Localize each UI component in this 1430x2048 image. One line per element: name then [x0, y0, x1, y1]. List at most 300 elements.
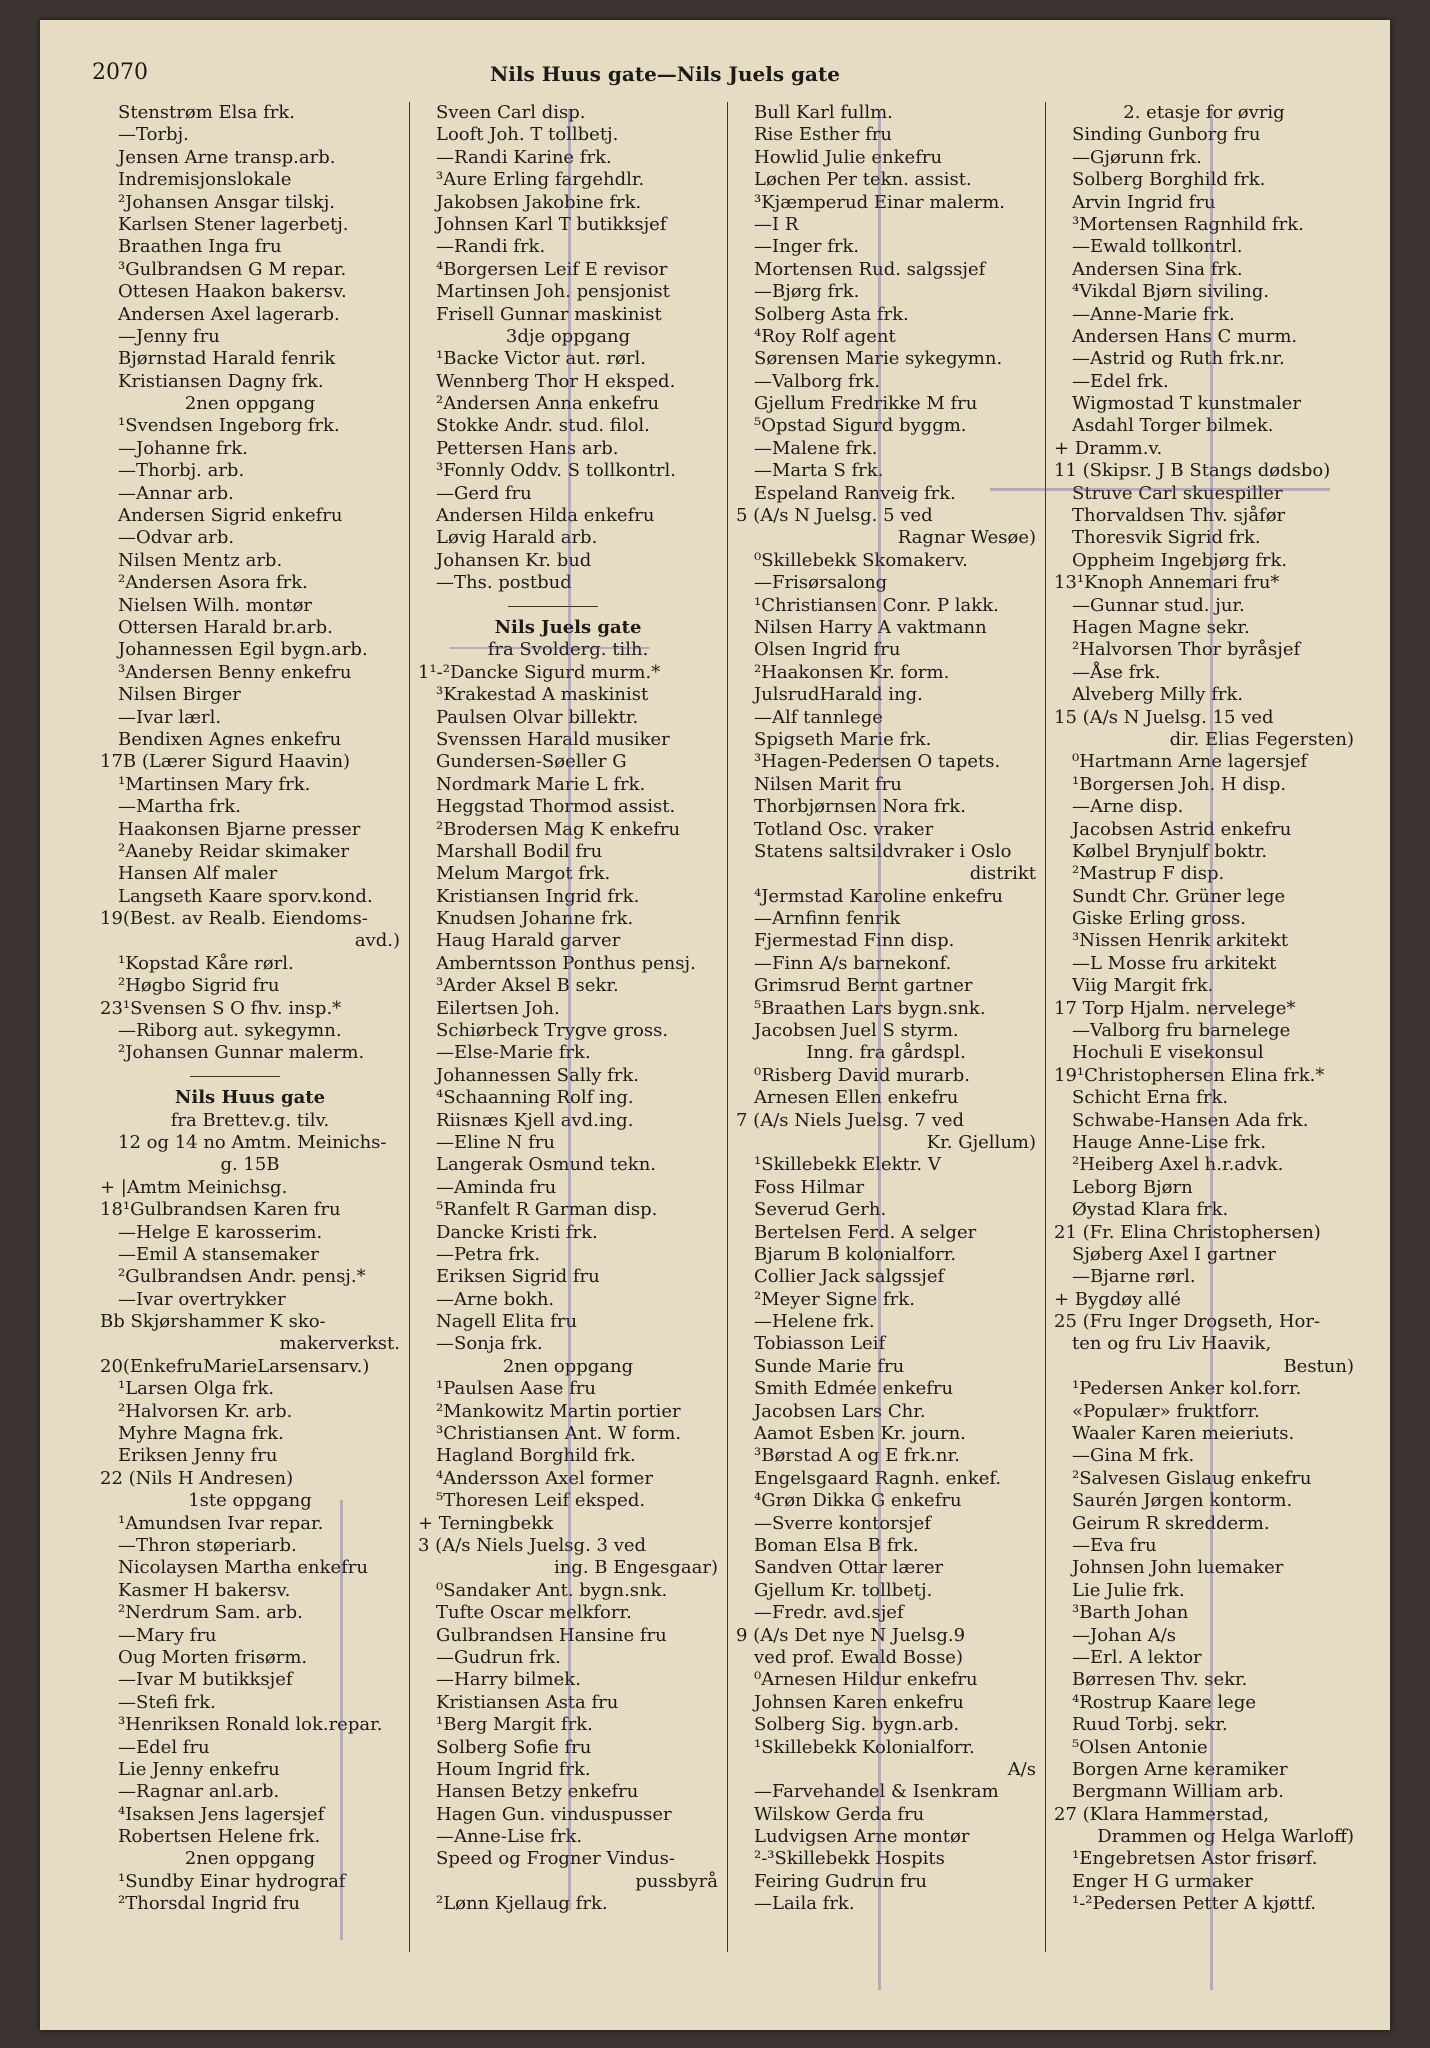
directory-entry: ³Nissen Henrik arkitekt — [1072, 930, 1289, 952]
directory-entry: Andersen Axel lagerarb. — [118, 303, 340, 325]
directory-entry: Viig Margit frk. — [1072, 975, 1214, 997]
house-number-entry: 7 (A/s Niels Juelsg. 7 ved — [736, 1109, 965, 1131]
directory-entry: ³Kjæmperud Einar malerm. — [754, 191, 1005, 213]
directory-entry: Lie Jenny enkefru — [118, 1758, 280, 1780]
directory-entry: —Ths. postbud — [436, 572, 572, 594]
directory-entry: Karlsen Stener lagerbetj. — [118, 213, 349, 235]
directory-entry: —Arnfinn fenrik — [754, 908, 901, 930]
directory-entry: ¹Larsen Olga frk. — [118, 1378, 275, 1400]
directory-entry: Nordmark Marie L frk. — [436, 773, 646, 795]
directory-entry: Mortensen Rud. salgssjef — [754, 258, 986, 280]
directory-entry: —Marta S frk. — [754, 460, 884, 482]
directory-entry: ³Gulbrandsen G M repar. — [118, 258, 347, 280]
directory-entry: ¹Amundsen Ivar repar. — [118, 1512, 324, 1534]
directory-entry: Leborg Bjørn — [1072, 1176, 1193, 1198]
directory-entry: Langerak Osmund tekn. — [436, 1154, 657, 1176]
directory-entry: ⁵Opstad Sigurd byggm. — [754, 415, 967, 437]
directory-entry: Løchen Per tekn. assist. — [754, 169, 972, 191]
directory-entry: Thoresvik Sigrid frk. — [1072, 527, 1261, 549]
directory-entry: Collier Jack salgssjef — [754, 1266, 945, 1288]
directory-entry: ⁴Schaanning Rolf ing. — [436, 1087, 634, 1109]
directory-entry: Totland Osc. vraker — [754, 818, 934, 840]
directory-entry: Nilsen Mentz arb. — [118, 549, 283, 571]
directory-entry: Oppheim Ingebjørg frk. — [1072, 549, 1288, 571]
directory-entry: Bendixen Agnes enkefru — [118, 728, 342, 750]
directory-entry: ⁴Jermstad Karoline enkefru — [754, 885, 1003, 907]
directory-entry: ²Brodersen Mag K enkefru — [436, 818, 681, 840]
directory-entry: ²Aaneby Reidar skimaker — [118, 840, 350, 862]
directory-entry: Severud Gerh. — [754, 1199, 887, 1221]
directory-entry: —Randi Karine frk. — [436, 146, 612, 168]
directory-entry: Kasmer H bakersv. — [118, 1579, 291, 1601]
directory-entry: ⁵Ranfelt R Garman disp. — [436, 1199, 658, 1221]
directory-entry: —Helene frk. — [754, 1311, 875, 1333]
directory-entry: ²Johansen Gunnar malerm. — [118, 1042, 365, 1064]
directory-entry: Indremisjonslokale — [118, 169, 292, 191]
directory-entry: Langseth Kaare sporv.kond. — [118, 885, 373, 907]
directory-entry: Svenssen Harald musiker — [436, 728, 670, 750]
house-number-entry: 27 (Klara Hammerstad, — [1054, 1803, 1269, 1825]
directory-entry: Jacobsen Lars Chr. — [754, 1400, 926, 1422]
directory-entry: Solberg Sig. bygn.arb. — [754, 1714, 960, 1736]
directory-entry: Hagland Borghild frk. — [436, 1445, 636, 1467]
directory-entry: —Thorbj. arb. — [118, 460, 245, 482]
directory-entry: ²Mastrup F disp. — [1072, 863, 1225, 885]
directory-entry: —Bjørg frk. — [754, 281, 860, 303]
directory-entry: ⁰Arnesen Hildur enkefru — [754, 1669, 978, 1691]
directory-entry: —Gina M frk. — [1072, 1445, 1195, 1467]
directory-entry: —Annar arb. — [118, 482, 234, 504]
house-number-entry: + |Amtm Meinichsg. — [100, 1176, 288, 1198]
house-number-entry: 23¹Svensen S O fhv. insp.* — [100, 997, 342, 1019]
directory-entry: ⁰Hartmann Arne lagersjef — [1072, 751, 1308, 773]
directory-entry: Johannessen Egil bygn.arb. — [118, 639, 368, 661]
entry-continuation: distrikt — [969, 863, 1036, 885]
directory-entry: —Finn A/s barnekonf. — [754, 952, 952, 974]
directory-entry: Hagen Magne sekr. — [1072, 616, 1250, 638]
directory-entry: ³Krakestad A maskinist — [436, 684, 649, 706]
directory-entry: ¹Martinsen Mary frk. — [118, 773, 311, 795]
directory-entry: Borgen Arne keramiker — [1072, 1758, 1288, 1780]
directory-entry: Wilskow Gerda fru — [754, 1803, 925, 1825]
directory-entry: —Ivar overtrykker — [118, 1288, 286, 1310]
directory-entry: Frisell Gunnar maskinist — [436, 303, 662, 325]
section-label: g. 15B — [220, 1154, 280, 1176]
directory-entry: Spigseth Marie frk. — [754, 728, 932, 750]
directory-entry: Knudsen Johanne frk. — [436, 908, 634, 930]
house-number-entry: 21 (Fr. Elina Christophersen) — [1054, 1221, 1321, 1243]
house-number-entry: 5 (A/s N Juelsg. 5 ved — [736, 505, 933, 527]
directory-entry: —Anne-Marie frk. — [1072, 303, 1235, 325]
directory-entry: Kølbel Brynjulf boktr. — [1072, 840, 1268, 862]
house-number-entry: + Terningbekk — [418, 1512, 554, 1534]
directory-entry: —Riborg aut. sykegymn. — [118, 1020, 342, 1042]
directory-entry: Riisnæs Kjell avd.ing. — [436, 1109, 634, 1131]
directory-entry: —I R — [754, 213, 799, 235]
directory-entry: Espeland Ranveig frk. — [754, 482, 956, 504]
directory-entry: —Helge E karosserim. — [118, 1221, 323, 1243]
directory-entry: Eriksen Sigrid fru — [436, 1266, 600, 1288]
column-divider — [727, 102, 728, 1952]
directory-entry: Paulsen Olvar billektr. — [436, 706, 639, 728]
directory-entry: Braathen Inga fru — [118, 236, 282, 258]
directory-entry: Wennberg Thor H eksped. — [436, 370, 676, 392]
entry-continuation: makerverkst. — [279, 1333, 400, 1355]
directory-entry: Speed og Frogner Vindus- — [436, 1848, 675, 1870]
directory-entry: Nielsen Wilh. montør — [118, 594, 313, 616]
directory-entry: ²Andersen Anna enkefru — [436, 393, 660, 415]
directory-entry: Robertsen Helene frk. — [118, 1826, 321, 1848]
directory-entry: Saurén Jørgen kontorm. — [1072, 1490, 1293, 1512]
directory-entry: ⁵Thoresen Leif eksped. — [436, 1490, 646, 1512]
directory-entry: —Arne disp. — [1072, 796, 1184, 818]
section-label: Inng. fra gårdspl. — [806, 1042, 966, 1064]
directory-entry: ⁴Rostrup Kaare lege — [1072, 1691, 1256, 1713]
directory-entry: ten og fru Liv Haavik, — [1072, 1333, 1272, 1355]
directory-entry: —Eva fru — [1072, 1535, 1157, 1556]
directory-entry: Haakonsen Bjarne presser — [118, 818, 361, 840]
directory-columns — [100, 102, 1354, 1982]
directory-entry: Struve Carl skuespiller — [1072, 482, 1283, 504]
directory-entry: Andersen Sina frk. — [1072, 258, 1243, 280]
directory-entry: —Gjørunn frk. — [1072, 146, 1202, 168]
directory-entry: Melum Margot frk. — [436, 863, 611, 885]
directory-entry: Ruud Torbj. sekr. — [1072, 1714, 1228, 1736]
directory-entry: Heggstad Thormod assist. — [436, 796, 676, 818]
directory-entry: —Sonja frk. — [436, 1333, 543, 1355]
house-number-entry: 20(EnkefruMarieLarsensarv.) — [100, 1355, 370, 1377]
house-number-entry: + Bygdøy allé — [1054, 1288, 1181, 1310]
directory-entry: ⁵Olsen Antonie — [1072, 1736, 1208, 1758]
directory-entry: ⁴Borgersen Leif E revisor — [436, 258, 668, 280]
directory-entry: —Edel frk. — [1072, 370, 1169, 392]
directory-entry: Ludvigsen Arne montør — [754, 1826, 970, 1848]
column-divider — [1045, 102, 1046, 1952]
directory-entry: ²Nerdrum Sam. arb. — [118, 1602, 303, 1624]
directory-entry: Giske Erling gross. — [1072, 908, 1246, 930]
house-number-entry: 25 (Fru Inger Drogseth, Hor- — [1054, 1311, 1321, 1333]
directory-entry: Jacobsen Astrid enkefru — [1072, 818, 1292, 840]
directory-entry: Ottersen Harald br.arb. — [118, 616, 333, 638]
directory-entry: —Malene frk. — [754, 437, 878, 459]
house-number-entry: + Dramm.v. — [1054, 437, 1163, 459]
directory-entry: Gulbrandsen Hansine fru — [436, 1624, 667, 1646]
directory-entry: —Edel fru — [118, 1736, 210, 1758]
section-label: 3dje oppgang — [505, 325, 631, 347]
directory-entry: Sørensen Marie sykegymn. — [754, 348, 1003, 370]
directory-entry: Andersen Sigrid enkefru — [118, 505, 343, 527]
directory-entry: Schwabe-Hansen Ada frk. — [1072, 1109, 1309, 1131]
entry-continuation: avd.) — [354, 930, 400, 952]
directory-entry: ¹Christiansen Conr. P lakk. — [754, 594, 999, 616]
directory-entry: Wigmostad T kunstmaler — [1072, 393, 1301, 415]
column-3 — [736, 102, 1036, 1982]
directory-entry: Nicolaysen Martha enkefru — [118, 1557, 368, 1579]
directory-entry: Johnsen Karen enkefru — [754, 1691, 964, 1713]
entry-continuation: ing. B Engesgaar) — [553, 1557, 718, 1579]
directory-entry: —Emil A stansemaker — [118, 1243, 319, 1265]
directory-entry: ⁵Braathen Lars bygn.snk. — [754, 997, 986, 1019]
house-number-entry: 3 (A/s Niels Juelsg. 3 ved — [418, 1535, 647, 1556]
directory-entry: —Gudrun frk. — [436, 1646, 561, 1668]
section-label: 2nen oppgang — [184, 393, 316, 415]
directory-entry: Kristiansen Dagny frk. — [118, 370, 324, 392]
directory-entry: Jensen Arne transp.arb. — [118, 146, 336, 168]
house-number-entry: 17 Torp Hjalm. nervelege* — [1054, 997, 1296, 1019]
directory-entry: —Erl. A lektor — [1072, 1646, 1202, 1668]
directory-entry: Bjarum B kolonialforr. — [754, 1243, 957, 1265]
directory-entry: Dancke Kristi frk. — [436, 1221, 598, 1243]
directory-entry: Eilertsen Joh. — [436, 997, 560, 1019]
column-2 — [418, 102, 718, 1982]
directory-entry: ¹Skillebekk Kolonialforr. — [754, 1736, 975, 1758]
directory-entry: Solberg Asta frk. — [754, 303, 909, 325]
directory-entry: ¹Pedersen Anker kol.forr. — [1072, 1378, 1302, 1400]
directory-entry: ⁴Grøn Dikka G enkefru — [754, 1490, 962, 1512]
directory-entry: ²Halvorsen Thor byråsjef — [1072, 639, 1301, 661]
running-head: Nils Huus gate—Nils Juels gate — [490, 62, 840, 86]
directory-entry: ²Gulbrandsen Andr. pensj.* — [118, 1266, 366, 1288]
directory-entry: Børresen Thv. sekr. — [1072, 1669, 1248, 1691]
entry-continuation: Kr. Gjellum) — [926, 1131, 1036, 1153]
directory-entry: Nilsen Harry A vaktmann — [754, 616, 987, 638]
directory-entry: ¹Svendsen Ingeborg frk. — [118, 415, 340, 437]
directory-entry: ³Barth Johan — [1072, 1602, 1189, 1624]
directory-entry: ²Lønn Kjellaug frk. — [436, 1893, 608, 1915]
directory-entry: —Jenny fru — [118, 325, 220, 347]
directory-entry: ved prof. Ewald Bosse) — [754, 1646, 963, 1668]
directory-entry: ¹-²Pedersen Petter A kjøttf. — [1072, 1893, 1317, 1915]
directory-entry: Aamot Esben Kr. journ. — [754, 1423, 966, 1445]
directory-entry: ¹Paulsen Aase fru — [436, 1378, 597, 1400]
directory-entry: —Mary fru — [118, 1624, 217, 1646]
directory-entry: Sveen Carl disp. — [436, 102, 586, 123]
directory-entry: Hauge Anne-Lise frk. — [1072, 1131, 1267, 1153]
directory-entry: ²Halvorsen Kr. arb. — [118, 1400, 293, 1422]
directory-entry: Smith Edmée enkefru — [754, 1378, 954, 1400]
directory-entry: ²Thorsdal Ingrid fru — [118, 1893, 300, 1915]
page-number: 2070 — [92, 60, 148, 85]
house-number-entry: 19¹Christophersen Elina frk.* — [1054, 1064, 1325, 1086]
directory-entry: —Gunnar stud. jur. — [1072, 594, 1245, 616]
directory-entry: —L Mosse fru arkitekt — [1072, 952, 1277, 974]
house-number-entry: 19(Best. av Realb. Eiendoms- — [100, 908, 368, 930]
directory-entry: —Inger frk. — [754, 236, 860, 258]
directory-entry: Geirum R skredderm. — [1072, 1512, 1270, 1534]
directory-entry: —Sverre kontorsjef — [754, 1512, 931, 1534]
directory-entry: Olsen Ingrid fru — [754, 639, 901, 661]
directory-entry: ⁰Risberg David murarb. — [754, 1064, 970, 1086]
directory-entry: —Ewald tollkontrl. — [1072, 236, 1243, 258]
section-label: fra Svolderg. tilh. — [487, 639, 649, 661]
directory-entry: Howlid Julie enkefru — [754, 146, 943, 168]
directory-entry: —Ivar M butikksjef — [118, 1669, 293, 1691]
directory-entry: ¹Berg Margit frk. — [436, 1714, 593, 1736]
section-label: 2nen oppgang — [184, 1848, 316, 1870]
directory-entry: —Anne-Lise frk. — [436, 1826, 583, 1848]
directory-entry: ²Salvesen Gislaug enkefru — [1072, 1467, 1312, 1489]
directory-entry: ³Fonnly Oddv. S tollkontrl. — [436, 460, 676, 482]
directory-entry: —Ragnar anl.arb. — [118, 1781, 280, 1803]
directory-entry: —Petra frk. — [436, 1243, 541, 1265]
directory-entry: Johansen Kr. bud — [436, 549, 592, 571]
directory-entry: «Populær» fruktforr. — [1072, 1400, 1260, 1422]
directory-entry: Nilsen Marit fru — [754, 773, 902, 795]
directory-entry: —Alf tannlege — [754, 706, 883, 728]
directory-entry: Stokke Andr. stud. filol. — [436, 415, 650, 437]
directory-entry: Løvig Harald arb. — [436, 527, 598, 549]
directory-entry: —Odvar arb. — [118, 527, 235, 549]
directory-entry: Hagen Gun. vinduspusser — [436, 1803, 672, 1825]
entry-continuation: A/s — [1007, 1758, 1036, 1780]
directory-entry: ¹Engebretsen Astor frisørf. — [1072, 1848, 1318, 1870]
directory-entry: Solberg Borghild frk. — [1072, 169, 1266, 191]
directory-entry: Arvin Ingrid fru — [1072, 191, 1216, 213]
directory-entry: —Ivar lærl. — [118, 706, 222, 728]
directory-entry: JulsrudHarald ing. — [754, 684, 923, 706]
directory-entry: ¹Borgersen Joh. H disp. — [1072, 773, 1287, 795]
directory-entry: Enger H G urmaker — [1072, 1870, 1253, 1892]
directory-entry: ⁰Skillebekk Skomakerv. — [754, 549, 968, 571]
directory-entry: —Laila frk. — [754, 1893, 855, 1915]
directory-entry: Johannessen Sally frk. — [436, 1064, 640, 1086]
street-heading: Nils Juels gate — [494, 616, 642, 638]
directory-entry: ³Andersen Benny enkefru — [118, 661, 352, 683]
directory-entry: Asdahl Torger bilmek. — [1072, 415, 1274, 437]
directory-entry: ²Meyer Signe frk. — [754, 1288, 915, 1310]
directory-entry: —Aminda fru — [436, 1176, 557, 1198]
directory-entry: Øystad Klara frk. — [1072, 1199, 1229, 1221]
directory-entry: —Arne bokh. — [436, 1288, 555, 1310]
directory-entry: ³Christiansen Ant. W form. — [436, 1423, 682, 1445]
directory-entry: Sinding Gunborg fru — [1072, 124, 1261, 146]
directory-entry: ¹Kopstad Kåre rørl. — [118, 952, 294, 974]
directory-entry: Stenstrøm Elsa frk. — [118, 102, 295, 123]
directory-entry: —Martha frk. — [118, 796, 241, 818]
directory-entry: Bjørnstad Harald fenrik — [118, 348, 336, 370]
directory-entry: —Thron støperiarb. — [118, 1535, 297, 1556]
directory-entry: Alveberg Milly frk. — [1072, 684, 1244, 706]
directory-entry: —Valborg fru barnelege — [1072, 1020, 1291, 1042]
section-label: 1ste oppgang — [188, 1490, 312, 1512]
section-label: 2. etasje for øvrig — [1123, 102, 1285, 123]
directory-entry: Gjellum Kr. tollbetj. — [754, 1579, 933, 1601]
directory-entry: ²-³Skillebekk Hospits — [754, 1848, 945, 1870]
house-number-entry: 17B (Lærer Sigurd Haavin) — [100, 751, 351, 773]
directory-entry: ²Mankowitz Martin portier — [436, 1400, 681, 1422]
directory-entry: ²Johansen Ansgar tilskj. — [118, 191, 335, 213]
directory-entry: —Frisørsalong — [754, 572, 888, 594]
directory-entry: Andersen Hans C murm. — [1072, 325, 1298, 347]
directory-entry: Andersen Hilda enkefru — [436, 505, 655, 527]
house-number-entry: 1¹-²Dancke Sigurd murm.* — [418, 661, 661, 683]
directory-entry: ²Høgbo Sigrid fru — [118, 975, 280, 997]
directory-entry: Statens saltsildvraker i Oslo — [754, 840, 1012, 862]
directory-entry: —Åse frk. — [1072, 661, 1161, 683]
directory-entry: Oug Morten frisørm. — [118, 1646, 308, 1668]
directory-entry: Solberg Sofie fru — [436, 1736, 592, 1758]
directory-entry: Grimsrud Bernt gartner — [754, 975, 973, 997]
directory-entry: ⁴Roy Rolf agent — [754, 325, 896, 347]
directory-entry: Bull Karl fullm. — [754, 102, 893, 123]
directory-entry: Nagell Elita fru — [436, 1311, 578, 1333]
section-rule — [100, 1065, 400, 1087]
directory-entry: Fjermestad Finn disp. — [754, 930, 955, 952]
entry-continuation: dir. Elias Fegersten) — [1169, 728, 1354, 750]
directory-entry: Feiring Gudrun fru — [754, 1870, 927, 1892]
directory-entry: —Johan A/s — [1072, 1624, 1176, 1646]
house-number-entry: 18¹Gulbrandsen Karen fru — [100, 1199, 341, 1221]
column-divider — [409, 102, 410, 1952]
directory-entry: Eriksen Jenny fru — [118, 1445, 278, 1467]
directory-entry: Jakobsen Jakobine frk. — [436, 191, 642, 213]
entry-continuation: Drammen og Helga Warloff) — [1097, 1826, 1354, 1848]
directory-entry: Marshall Bodil fru — [436, 840, 603, 862]
directory-entry: Gundersen-Søeller G — [436, 751, 627, 773]
directory-entry: —Astrid og Ruth frk.nr. — [1072, 348, 1285, 370]
directory-entry: Looft Joh. T tollbetj. — [436, 124, 619, 146]
house-number-entry: 13¹Knoph Annemari fru* — [1054, 572, 1280, 594]
directory-entry: —Gerd fru — [436, 482, 532, 504]
directory-entry: Engelsgaard Ragnh. enkef. — [754, 1467, 1002, 1489]
section-label: fra Brettev.g. tilv. — [170, 1109, 330, 1131]
directory-entry: ³Hagen-Pedersen O tapets. — [754, 751, 1001, 773]
directory-entry: ³Børstad A og E frk.nr. — [754, 1445, 960, 1467]
directory-entry: —Valborg frk. — [754, 370, 880, 392]
house-number-entry: 11 (Skipsr. J B Stangs dødsbo) — [1054, 460, 1331, 482]
directory-entry: Foss Hilmar — [754, 1176, 865, 1198]
directory-entry: ¹Backe Victor aut. rørl. — [436, 348, 646, 370]
directory-entry: Schiørbeck Trygve gross. — [436, 1020, 669, 1042]
directory-entry: —Else-Marie frk. — [436, 1042, 591, 1064]
directory-entry: —Stefi frk. — [118, 1691, 216, 1713]
directory-entry: Hochuli E visekonsul — [1072, 1042, 1264, 1064]
directory-entry: Tobiasson Leif — [754, 1333, 886, 1355]
directory-entry: Gjellum Fredrikke M fru — [754, 393, 978, 415]
directory-entry: —Johanne frk. — [118, 437, 248, 459]
section-rule — [418, 595, 718, 617]
house-number-entry: Bb Skjørshammer K sko- — [100, 1311, 326, 1333]
directory-entry: Hansen Alf maler — [118, 863, 278, 885]
street-heading: Nils Huus gate — [174, 1087, 326, 1109]
column-1 — [100, 102, 400, 1982]
directory-entry: 12 og 14 no Amtm. Meinichs- — [118, 1131, 387, 1153]
directory-entry: ³Arder Aksel B sekr. — [436, 975, 619, 997]
directory-entry: Hansen Betzy enkefru — [436, 1781, 639, 1803]
directory-entry: ³Aure Erling fargehdlr. — [436, 169, 645, 191]
directory-entry: ⁴Andersson Axel former — [436, 1467, 653, 1489]
entry-continuation: Ragnar Wesøe) — [897, 527, 1036, 549]
column-4 — [1054, 102, 1354, 1982]
directory-entry: Tufte Oscar melkforr. — [436, 1602, 632, 1624]
directory-entry: Boman Elsa B frk. — [754, 1535, 919, 1556]
directory-entry: Kristiansen Asta fru — [436, 1691, 619, 1713]
directory-entry: Pettersen Hans arb. — [436, 437, 619, 459]
directory-entry: Arnesen Ellen enkefru — [754, 1087, 959, 1109]
directory-entry: Houm Ingrid frk. — [436, 1758, 591, 1780]
directory-entry: ⁴Isaksen Jens lagersjef — [118, 1803, 325, 1825]
directory-entry: Rise Esther fru — [754, 124, 892, 146]
directory-entry: Sjøberg Axel I gartner — [1072, 1243, 1276, 1265]
directory-entry: —Torbj. — [118, 124, 189, 146]
directory-entry: ⁴Vikdal Bjørn siviling. — [1072, 281, 1270, 303]
directory-entry: Amberntsson Ponthus pensj. — [436, 952, 696, 974]
directory-entry: Thorbjørnsen Nora frk. — [754, 796, 966, 818]
directory-entry: Bertelsen Ferd. A selger — [754, 1221, 977, 1243]
directory-entry: Sundt Chr. Grüner lege — [1072, 885, 1286, 907]
directory-entry: Ottesen Haakon bakersv. — [118, 281, 347, 303]
directory-entry: ³Mortensen Ragnhild frk. — [1072, 213, 1304, 235]
